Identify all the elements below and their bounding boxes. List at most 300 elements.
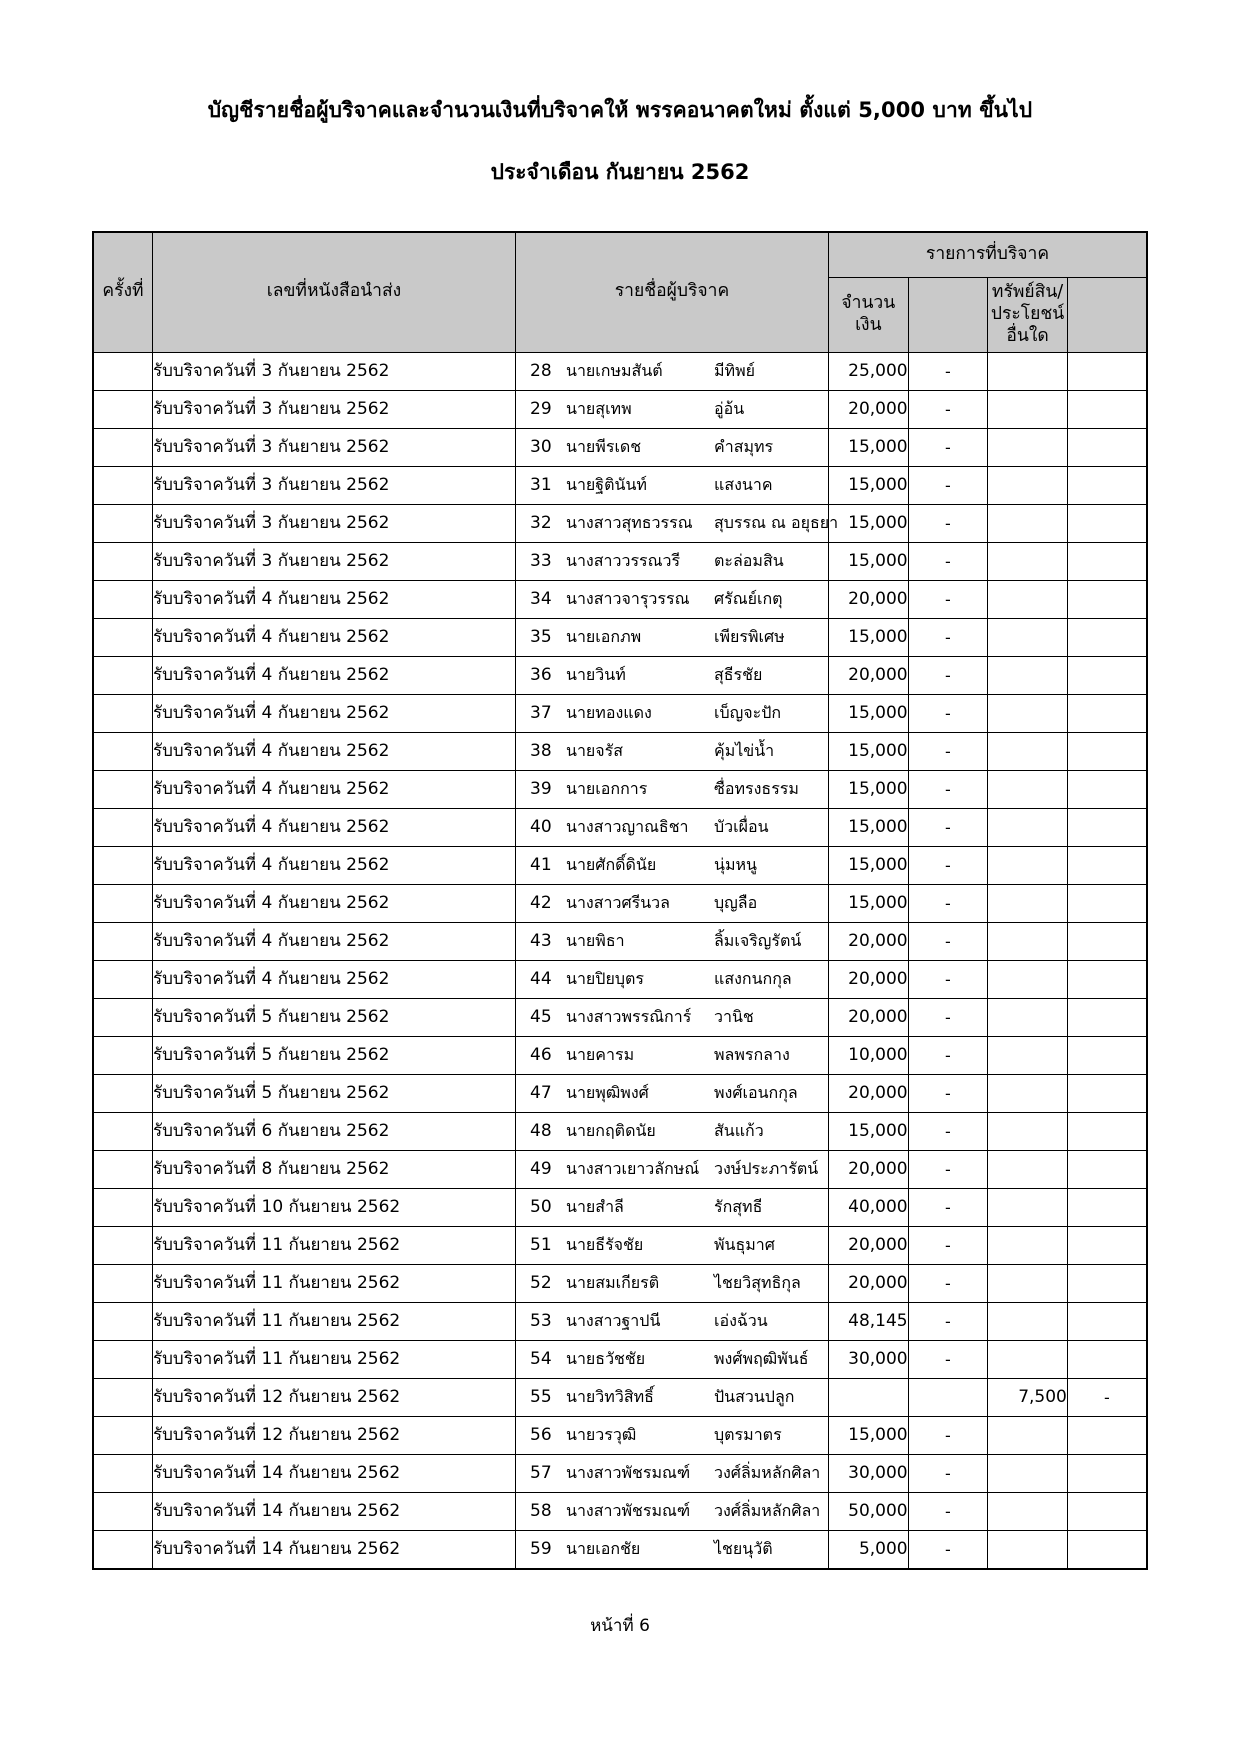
cell-assets-mark — [1067, 466, 1147, 504]
donor-last-name: บัวเผื่อน — [714, 816, 769, 836]
cell-donor-name — [516, 542, 829, 580]
cell-assets-mark — [1067, 1454, 1147, 1492]
table-row — [93, 1112, 1147, 1150]
cell-document-number: รับบริจาควันที่ 11 กันยายน 2562 — [153, 1340, 516, 1378]
cell-amount: 15,000 — [829, 884, 909, 922]
donor-name-group — [516, 1425, 828, 1445]
donor-last-name: เบ็ญจะปัก — [714, 702, 782, 722]
cell-donor-name — [516, 1036, 829, 1074]
table-row — [93, 428, 1147, 466]
donor-first-name: นายวรวุฒิ — [566, 1424, 637, 1444]
cell-assets-mark: - — [1067, 1378, 1147, 1416]
cell-amount-mark: - — [908, 1492, 988, 1530]
donor-first-name: นางสาวศรีนวล — [566, 892, 670, 912]
cell-amount: 20,000 — [829, 922, 909, 960]
column-header-assets-mark — [1067, 277, 1147, 352]
cell-amount-mark: - — [908, 1416, 988, 1454]
cell-donor-name — [516, 390, 829, 428]
cell-donor-name — [516, 1150, 829, 1188]
donor-name-group — [516, 665, 828, 685]
table-row — [93, 466, 1147, 504]
donor-index: 35 — [530, 626, 552, 647]
donor-last-name: ปันสวนปลูก — [714, 1386, 795, 1406]
cell-assets — [988, 846, 1068, 884]
table-row — [93, 1530, 1147, 1569]
cell-sequence — [93, 1378, 153, 1416]
cell-sequence — [93, 1340, 153, 1378]
cell-assets-mark — [1067, 922, 1147, 960]
table-row — [93, 808, 1147, 846]
donor-last-name: สุบรรณ ณ อยุธยา — [714, 512, 839, 532]
cell-assets-mark — [1067, 1226, 1147, 1264]
donor-first-name: นายวินท์ — [566, 664, 626, 684]
cell-amount: 40,000 — [829, 1188, 909, 1226]
cell-amount: 15,000 — [829, 1416, 909, 1454]
cell-assets-mark — [1067, 1340, 1147, 1378]
column-header-donation-group: รายการที่บริจาค — [829, 232, 1148, 278]
donor-first-name: นายวิทวิสิทธิ์ — [566, 1386, 654, 1406]
cell-assets — [988, 504, 1068, 542]
donor-first-name: นายเอกการ — [566, 778, 648, 798]
cell-sequence — [93, 998, 153, 1036]
cell-amount: 20,000 — [829, 390, 909, 428]
table-row — [93, 580, 1147, 618]
cell-assets-mark — [1067, 808, 1147, 846]
donor-index: 34 — [530, 588, 552, 609]
donor-last-name: ไชยวิสุทธิกุล — [714, 1272, 801, 1292]
cell-sequence — [93, 428, 153, 466]
cell-amount-mark: - — [908, 1226, 988, 1264]
cell-assets-mark — [1067, 694, 1147, 732]
cell-amount: 20,000 — [829, 1264, 909, 1302]
table-row — [93, 1302, 1147, 1340]
cell-sequence — [93, 694, 153, 732]
donor-first-name: นางสาวฐาปนี — [566, 1310, 661, 1330]
cell-assets-mark — [1067, 1416, 1147, 1454]
cell-assets-mark — [1067, 504, 1147, 542]
cell-document-number: รับบริจาควันที่ 4 กันยายน 2562 — [153, 808, 516, 846]
donor-index: 59 — [530, 1538, 552, 1559]
cell-document-number: รับบริจาควันที่ 3 กันยายน 2562 — [153, 466, 516, 504]
donor-first-name: นายทองแดง — [566, 702, 652, 722]
donor-first-name: นางสาววรรณวรี — [566, 550, 681, 570]
donor-last-name: แสงกนกกุล — [714, 968, 792, 988]
donor-last-name: พงศ์พฤฒิพันธ์ — [714, 1348, 809, 1368]
cell-assets-mark — [1067, 884, 1147, 922]
cell-assets-mark — [1067, 618, 1147, 656]
table-row — [93, 1150, 1147, 1188]
table-row — [93, 618, 1147, 656]
donor-name-group — [516, 855, 828, 875]
cell-amount: 50,000 — [829, 1492, 909, 1530]
donor-first-name: นายเอกภพ — [566, 626, 642, 646]
donor-last-name: นุ่มหนู — [714, 854, 757, 874]
cell-assets — [988, 656, 1068, 694]
cell-amount: 15,000 — [829, 618, 909, 656]
cell-amount-mark: - — [908, 1454, 988, 1492]
cell-amount: 25,000 — [829, 352, 909, 390]
donor-index: 40 — [530, 816, 552, 837]
table-row — [93, 542, 1147, 580]
cell-assets: 7,500 — [988, 1378, 1068, 1416]
cell-document-number: รับบริจาควันที่ 4 กันยายน 2562 — [153, 580, 516, 618]
cell-donor-name — [516, 922, 829, 960]
cell-assets-mark — [1067, 428, 1147, 466]
donor-name-group — [516, 1501, 828, 1521]
cell-amount-mark: - — [908, 580, 988, 618]
donor-name-group — [516, 1387, 828, 1407]
cell-document-number: รับบริจาควันที่ 3 กันยายน 2562 — [153, 542, 516, 580]
cell-assets — [988, 1226, 1068, 1264]
cell-assets — [988, 618, 1068, 656]
donor-index: 43 — [530, 930, 552, 951]
donor-index: 49 — [530, 1158, 552, 1179]
table-row — [93, 770, 1147, 808]
cell-assets — [988, 922, 1068, 960]
cell-sequence — [93, 1074, 153, 1112]
cell-document-number: รับบริจาควันที่ 4 กันยายน 2562 — [153, 732, 516, 770]
donor-index: 58 — [530, 1500, 552, 1521]
cell-donor-name — [516, 884, 829, 922]
donor-last-name: วงศ์ลิ่มหลักศิลา — [714, 1462, 821, 1482]
cell-document-number: รับบริจาควันที่ 14 กันยายน 2562 — [153, 1492, 516, 1530]
cell-sequence — [93, 846, 153, 884]
table-row — [93, 998, 1147, 1036]
cell-amount-mark: - — [908, 884, 988, 922]
donor-index: 54 — [530, 1348, 552, 1369]
cell-sequence — [93, 808, 153, 846]
donor-first-name: นายเกษมสันต์ — [566, 360, 663, 380]
donor-last-name: เพียรพิเศษ — [714, 626, 785, 646]
cell-sequence — [93, 1036, 153, 1074]
cell-amount: 48,145 — [829, 1302, 909, 1340]
cell-sequence — [93, 1188, 153, 1226]
donor-index: 47 — [530, 1082, 552, 1103]
cell-document-number: รับบริจาควันที่ 10 กันยายน 2562 — [153, 1188, 516, 1226]
donor-index: 51 — [530, 1234, 552, 1255]
cell-amount-mark: - — [908, 352, 988, 390]
cell-assets — [988, 1340, 1068, 1378]
donor-name-group — [516, 1007, 828, 1027]
cell-sequence — [93, 960, 153, 998]
page-subtitle: ประจำเดือน กันยายน 2562 — [490, 160, 750, 185]
cell-amount-mark: - — [908, 466, 988, 504]
cell-assets-mark — [1067, 1074, 1147, 1112]
cell-amount-mark: - — [908, 998, 988, 1036]
cell-assets — [988, 1188, 1068, 1226]
table-row — [93, 922, 1147, 960]
donor-first-name: นายสมเกียรติ — [566, 1272, 660, 1292]
cell-assets-mark — [1067, 1112, 1147, 1150]
cell-amount: 15,000 — [829, 466, 909, 504]
donor-last-name: คุ้มไข่น้ำ — [714, 740, 775, 760]
cell-sequence — [93, 1150, 153, 1188]
cell-sequence — [93, 884, 153, 922]
donor-first-name: นายพิธา — [566, 930, 625, 950]
donor-last-name: มีทิพย์ — [714, 360, 756, 380]
cell-amount-mark: - — [908, 656, 988, 694]
cell-document-number: รับบริจาควันที่ 4 กันยายน 2562 — [153, 846, 516, 884]
cell-document-number: รับบริจาควันที่ 5 กันยายน 2562 — [153, 1036, 516, 1074]
cell-assets-mark — [1067, 1492, 1147, 1530]
cell-donor-name — [516, 1074, 829, 1112]
donor-last-name: วงษ์ประภารัตน์ — [714, 1158, 819, 1178]
cell-document-number: รับบริจาควันที่ 14 กันยายน 2562 — [153, 1454, 516, 1492]
donor-first-name: นายเอกชัย — [566, 1538, 641, 1558]
donor-name-group — [516, 1121, 828, 1141]
cell-amount-mark: - — [908, 846, 988, 884]
donor-first-name: นางสาวสุทธวรรณ — [566, 512, 693, 532]
cell-amount-mark: - — [908, 1036, 988, 1074]
cell-assets-mark — [1067, 656, 1147, 694]
cell-sequence — [93, 390, 153, 428]
donor-index: 32 — [530, 512, 552, 533]
cell-amount-mark: - — [908, 428, 988, 466]
cell-sequence — [93, 1226, 153, 1264]
cell-amount: 30,000 — [829, 1454, 909, 1492]
table-row — [93, 884, 1147, 922]
donor-name-group — [516, 1083, 828, 1103]
cell-amount: 5,000 — [829, 1530, 909, 1569]
cell-donor-name — [516, 998, 829, 1036]
cell-amount-mark: - — [908, 1264, 988, 1302]
donor-index: 41 — [530, 854, 552, 875]
cell-donor-name — [516, 1492, 829, 1530]
donor-name-group — [516, 1235, 828, 1255]
cell-assets — [988, 390, 1068, 428]
page-number-footer: หน้าที่ 6 — [590, 1615, 650, 1636]
cell-sequence — [93, 732, 153, 770]
cell-document-number: รับบริจาควันที่ 3 กันยายน 2562 — [153, 428, 516, 466]
table-body — [93, 352, 1147, 1569]
cell-sequence — [93, 1302, 153, 1340]
donor-name-group — [516, 512, 839, 533]
cell-amount-mark: - — [908, 1530, 988, 1569]
cell-amount: 15,000 — [829, 542, 909, 580]
cell-assets-mark — [1067, 1302, 1147, 1340]
cell-assets-mark — [1067, 390, 1147, 428]
donor-last-name: พลพรกลาง — [714, 1044, 790, 1064]
cell-amount-mark: - — [908, 1188, 988, 1226]
cell-donor-name — [516, 694, 829, 732]
donor-index: 37 — [530, 702, 552, 723]
cell-donor-name — [516, 352, 829, 390]
cell-donor-name — [516, 1302, 829, 1340]
cell-document-number: รับบริจาควันที่ 4 กันยายน 2562 — [153, 960, 516, 998]
cell-amount: 20,000 — [829, 998, 909, 1036]
cell-assets — [988, 1492, 1068, 1530]
table-row — [93, 1340, 1147, 1378]
cell-donor-name — [516, 1226, 829, 1264]
cell-sequence — [93, 1454, 153, 1492]
cell-amount-mark: - — [908, 732, 988, 770]
cell-sequence — [93, 352, 153, 390]
column-header-document-number: เลขที่หนังสือนำส่ง — [153, 232, 516, 353]
cell-sequence — [93, 1416, 153, 1454]
cell-document-number: รับบริจาควันที่ 4 กันยายน 2562 — [153, 884, 516, 922]
donor-last-name: พงศ์เอนกกุล — [714, 1082, 798, 1102]
cell-donor-name — [516, 1530, 829, 1569]
table-row — [93, 390, 1147, 428]
cell-assets — [988, 1454, 1068, 1492]
donor-name-group — [516, 703, 828, 723]
table-row — [93, 1416, 1147, 1454]
cell-amount — [829, 1378, 909, 1416]
cell-amount-mark: - — [908, 770, 988, 808]
donor-name-group — [516, 1539, 828, 1559]
donor-name-group — [516, 1349, 828, 1369]
donor-name-group — [516, 1463, 828, 1483]
cell-donor-name — [516, 808, 829, 846]
table-row — [93, 1264, 1147, 1302]
donor-index: 50 — [530, 1196, 552, 1217]
donor-name-group — [516, 627, 828, 647]
cell-sequence — [93, 504, 153, 542]
cell-sequence — [93, 466, 153, 504]
table-row — [93, 732, 1147, 770]
donor-index: 39 — [530, 778, 552, 799]
cell-document-number: รับบริจาควันที่ 4 กันยายน 2562 — [153, 922, 516, 960]
donor-index: 52 — [530, 1272, 552, 1293]
table-row — [93, 1226, 1147, 1264]
donor-first-name: นายธีรัจชัย — [566, 1234, 644, 1254]
cell-sequence — [93, 1492, 153, 1530]
cell-amount: 15,000 — [829, 732, 909, 770]
table-row — [93, 694, 1147, 732]
cell-amount-mark: - — [908, 1150, 988, 1188]
table-row — [93, 1378, 1147, 1416]
donor-name-group — [516, 1045, 828, 1065]
cell-document-number: รับบริจาควันที่ 11 กันยายน 2562 — [153, 1264, 516, 1302]
cell-donor-name — [516, 960, 829, 998]
cell-assets — [988, 808, 1068, 846]
donor-name-group — [516, 475, 828, 495]
donor-index: 55 — [530, 1386, 552, 1407]
cell-assets — [988, 770, 1068, 808]
column-header-assets — [988, 277, 1068, 352]
cell-amount: 15,000 — [829, 808, 909, 846]
cell-amount-mark: - — [908, 1340, 988, 1378]
cell-document-number: รับบริจาควันที่ 3 กันยายน 2562 — [153, 390, 516, 428]
cell-assets-mark — [1067, 732, 1147, 770]
donor-name-group — [516, 1159, 828, 1179]
cell-amount: 15,000 — [829, 846, 909, 884]
table-row — [93, 352, 1147, 390]
cell-assets — [988, 542, 1068, 580]
donor-first-name: นายสำลี — [566, 1196, 624, 1216]
column-header-sequence: ครั้งที่ — [93, 232, 153, 353]
cell-assets-mark — [1067, 352, 1147, 390]
cell-document-number: รับบริจาควันที่ 11 กันยายน 2562 — [153, 1226, 516, 1264]
cell-amount: 15,000 — [829, 1112, 909, 1150]
cell-amount-mark: - — [908, 808, 988, 846]
table-row — [93, 846, 1147, 884]
cell-donor-name — [516, 1416, 829, 1454]
cell-sequence — [93, 542, 153, 580]
cell-sequence — [93, 1264, 153, 1302]
donor-name-group — [516, 589, 828, 609]
cell-amount: 20,000 — [829, 580, 909, 618]
donor-index: 36 — [530, 664, 552, 685]
table-row — [93, 1036, 1147, 1074]
donor-first-name: นางสาวเยาวลักษณ์ — [566, 1158, 700, 1178]
donor-last-name: บุญลือ — [714, 892, 758, 912]
cell-assets — [988, 1112, 1068, 1150]
cell-assets — [988, 352, 1068, 390]
cell-donor-name — [516, 846, 829, 884]
cell-document-number: รับบริจาควันที่ 8 กันยายน 2562 — [153, 1150, 516, 1188]
donor-first-name: นายพุฒิพงศ์ — [566, 1082, 649, 1102]
donor-first-name: นางสาวพัชรมณฑ์ — [566, 1462, 691, 1482]
cell-document-number: รับบริจาควันที่ 11 กันยายน 2562 — [153, 1302, 516, 1340]
cell-amount: 20,000 — [829, 960, 909, 998]
cell-document-number: รับบริจาควันที่ 4 กันยายน 2562 — [153, 770, 516, 808]
donor-last-name: รักสุทธี — [714, 1196, 763, 1216]
cell-assets-mark — [1067, 1264, 1147, 1302]
cell-assets-mark — [1067, 846, 1147, 884]
donor-name-group — [516, 893, 828, 913]
cell-assets-mark — [1067, 998, 1147, 1036]
cell-assets — [988, 1416, 1068, 1454]
cell-amount: 20,000 — [829, 1074, 909, 1112]
cell-sequence — [93, 656, 153, 694]
cell-assets — [988, 580, 1068, 618]
cell-document-number: รับบริจาควันที่ 12 กันยายน 2562 — [153, 1378, 516, 1416]
donor-last-name: เอ่งฉ้วน — [714, 1310, 768, 1330]
cell-amount-mark: - — [908, 504, 988, 542]
cell-assets-mark — [1067, 770, 1147, 808]
cell-amount-mark: - — [908, 542, 988, 580]
cell-donor-name — [516, 618, 829, 656]
donor-index: 33 — [530, 550, 552, 571]
cell-amount: 15,000 — [829, 428, 909, 466]
cell-donor-name — [516, 1378, 829, 1416]
donor-index: 44 — [530, 968, 552, 989]
cell-donor-name — [516, 1340, 829, 1378]
donor-index: 30 — [530, 436, 552, 457]
cell-sequence — [93, 1530, 153, 1569]
cell-donor-name — [516, 466, 829, 504]
donor-first-name: นายปิยบุตร — [566, 968, 644, 988]
column-header-amount-mark — [908, 277, 988, 352]
donor-last-name: ศรัณย์เกตุ — [714, 588, 783, 608]
cell-assets-mark — [1067, 1150, 1147, 1188]
cell-assets — [988, 1150, 1068, 1188]
cell-donor-name — [516, 732, 829, 770]
donor-last-name: อู่อ้น — [714, 398, 745, 418]
cell-amount-mark: - — [908, 960, 988, 998]
cell-amount-mark: - — [908, 922, 988, 960]
cell-sequence — [93, 580, 153, 618]
donor-name-group — [516, 399, 828, 419]
cell-document-number: รับบริจาควันที่ 6 กันยายน 2562 — [153, 1112, 516, 1150]
cell-donor-name — [516, 1264, 829, 1302]
table-row — [93, 1454, 1147, 1492]
cell-amount: 10,000 — [829, 1036, 909, 1074]
cell-amount: 20,000 — [829, 656, 909, 694]
table-row — [93, 1188, 1147, 1226]
cell-assets — [988, 960, 1068, 998]
donor-first-name: นายสุเทพ — [566, 398, 632, 418]
cell-donor-name — [516, 770, 829, 808]
table-row — [93, 504, 1147, 542]
cell-donor-name — [516, 428, 829, 466]
donor-last-name: สุธีรชัย — [714, 664, 763, 684]
donor-first-name: นายจรัส — [566, 740, 624, 760]
cell-donor-name — [516, 1112, 829, 1150]
cell-assets — [988, 694, 1068, 732]
donor-name-group — [516, 779, 828, 799]
